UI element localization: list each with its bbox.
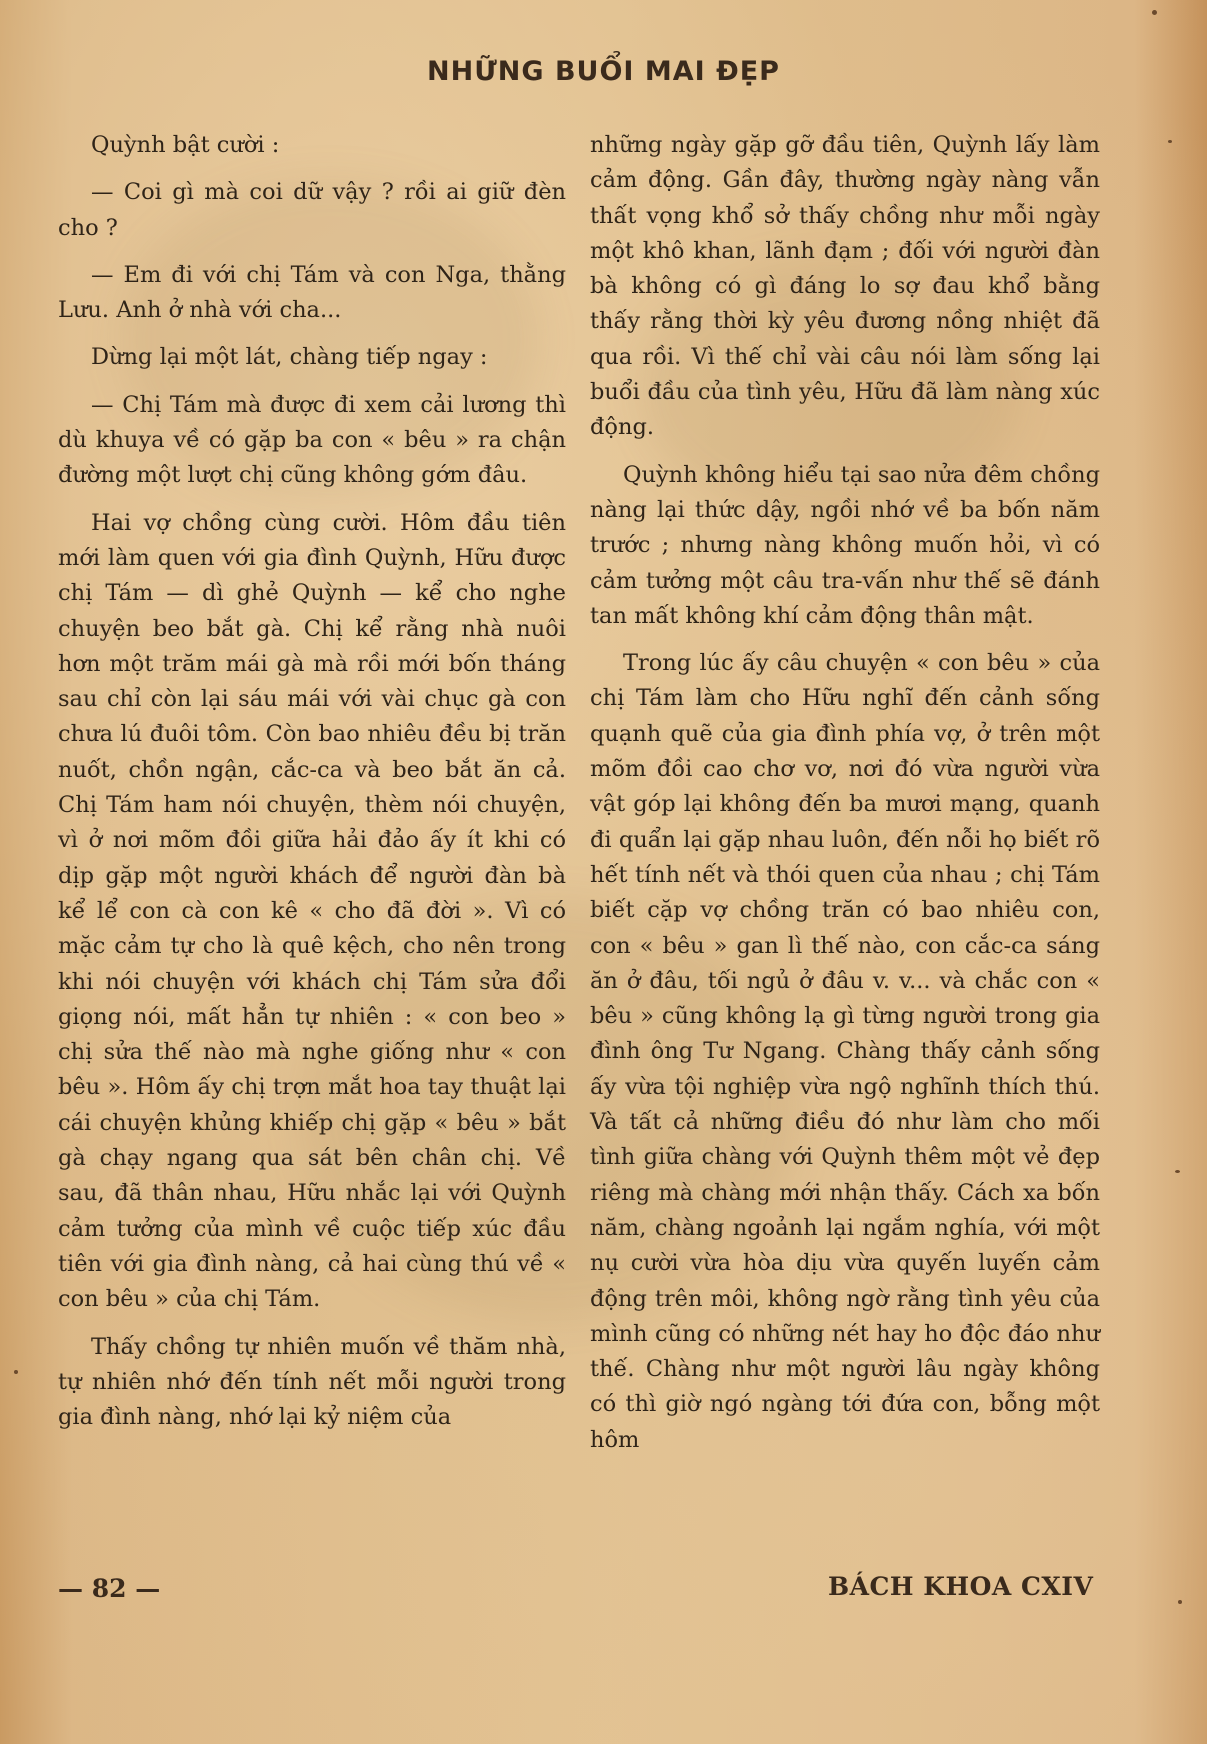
paragraph: Quỳnh bật cười : (91, 132, 280, 158)
magazine-issue: BÁCH KHOA CXIV (828, 1572, 1094, 1601)
paper-speck (1178, 1600, 1182, 1604)
paper-speck (14, 1370, 18, 1374)
running-header: NHỮNG BUỔI MAI ĐẸP (427, 56, 780, 87)
left-column (58, 128, 566, 1447)
paragraph: Thấy chồng tự nhiên muốn về thăm nhà, tự nhiên nhớ đến tính nết mỗi người trong gia đình nàng, nhớ lại kỷ niệm của (58, 1333, 566, 1431)
paragraph: Trong lúc ấy câu chuyện « con bêu » của chị Tám làm cho Hữu nghĩ đến cảnh sống quạnh quẽ của gia đình phía vợ, ở trên một mõm đồi cao chơ vơ, nơi đó vừa người vừa vật góp lại không đến ba mươi mạng, quanh đi quẩn lại gặp nhau luôn, đến nỗi họ biết rõ hết tính nết và thói quen của nhau ; chị Tám biết cặp vợ chồng trăn có bao nhiêu con, con « bêu » gan lì thế nào, con cắc-ca sáng ăn ở đâu, tối ngủ ở đâu v. v... và chắc con « bêu » cũng không lạ gì từng người trong gia đình ông Tư Ngang. Chàng thấy cảnh sống ấy vừa tội nghiệp vừa ngộ nghĩnh thích thú. Và tất cả những điều đó như làm cho mối tình giữa chàng với Quỳnh thêm một vẻ đẹp riêng mà chàng mới nhận thấy. Cách xa bốn năm, chàng ngoảnh lại ngắm nghía, với một nụ cười vừa hòa dịu vừa quyến luyến cảm động trên môi, không ngờ rằng tình yêu của mình cũng có những nét hay ho độc đáo như thế. Chàng như một người lâu ngày không có thì giờ ngó ngàng tới đứa con, bỗng một hôm (590, 650, 1100, 1453)
paragraph: — Chị Tám mà được đi xem cải lương thì dù khuya về có gặp ba con « bêu » ra chận đường một lượt chị cũng không gớm đâu. (58, 391, 566, 489)
paragraph: — Coi gì mà coi dữ vậy ? rồi ai giữ đèn cho ? (58, 179, 566, 241)
paragraph: những ngày gặp gỡ đầu tiên, Quỳnh lấy làm cảm động. Gần đây, thường ngày nàng vẫn thất vọng khổ sở thấy chồng như mỗi ngày một khô khan, lãnh đạm ; đối với người đàn bà không có gì đáng lo sợ đau khổ bằng thấy rằng thời kỳ yêu đương nồng nhiệt đã qua rồi. Vì thế chỉ vài câu nói làm sống lại buổi đầu của tình yêu, Hữu đã làm nàng xúc động. (590, 132, 1100, 441)
page-number: — 82 — (58, 1574, 161, 1603)
paragraph: Hai vợ chồng cùng cười. Hôm đầu tiên mới làm quen với gia đình Quỳnh, Hữu được chị Tám — dì ghẻ Quỳnh — kể cho nghe chuyện beo bắt gà. Chị kể rằng nhà nuôi hơn một trăm mái gà mà rồi mới bốn tháng sau chỉ còn lại sáu mái với vài chục gà con chưa lú đuôi tôm. Còn bao nhiêu đều bị trăn nuốt, chồn ngận, cắc-ca và beo bắt ăn cả. Chị Tám ham nói chuyện, thèm nói chuyện, vì ở nơi mõm đồi giữa hải đảo ấy ít khi có dịp gặp một người khách để người đàn bà kể lể con cà con kê « cho đã đời ». Vì có mặc cảm tự cho là quê kệch, cho nên trong khi nói chuyện với khách chị Tám sửa đổi giọng nói, mất hẳn tự nhiên : « con beo » chị sửa thế nào mà nghe giống như « con bêu ». Hôm ấy chị trợn mắt hoa tay thuật lại cái chuyện khủng khiếp chị gặp « bêu » bắt gà chạy ngang qua sát bên chân chị. Về sau, đã thân nhau, Hữu nhắc lại với Quỳnh cảm tưởng của mình về cuộc tiếp xúc đầu tiên với gia đình nàng, cả hai cùng thú về « con bêu » của chị Tám. (58, 509, 566, 1313)
paragraph: — Em đi với chị Tám và con Nga, thằng Lưu. Anh ở nhà với cha... (58, 261, 566, 324)
paper-speck (1175, 1170, 1180, 1173)
paragraph: Dừng lại một lát, chàng tiếp ngay : (91, 344, 488, 371)
paragraph: Quỳnh không hiểu tại sao nửa đêm chồng nàng lại thức dậy, ngồi nhớ về ba bốn năm trước ; nhưng nàng không muốn hỏi, vì có cảm tưởng một câu tra-vấn như thế sẽ đánh tan mất không khí cảm động thân mật. (590, 461, 1100, 629)
paper-speck (1152, 10, 1157, 15)
paper-speck (1168, 140, 1172, 143)
right-column (590, 128, 1100, 1470)
